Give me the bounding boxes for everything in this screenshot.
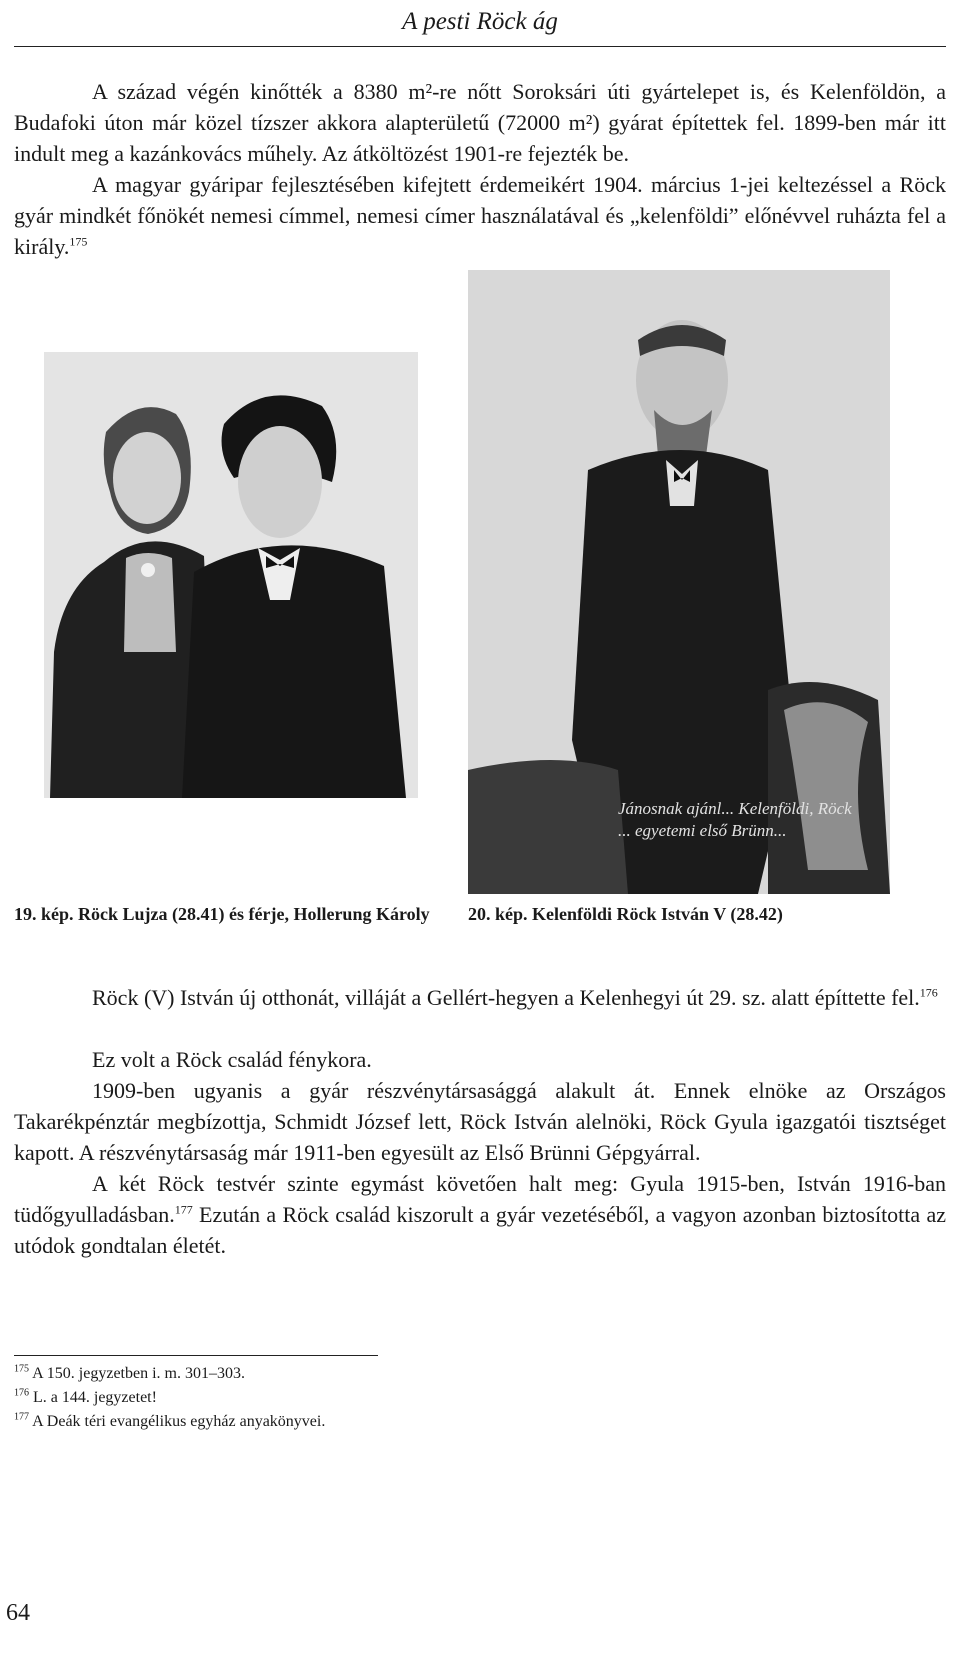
photo-couple-illustration [44, 352, 418, 798]
footnote-176 [14, 1386, 157, 1410]
footnote-177-number: 177 [14, 1411, 29, 1423]
running-head: A pesti Röck ág [402, 8, 558, 35]
header-rule [14, 46, 946, 47]
paragraph-1 [14, 76, 946, 169]
footnote-175 [14, 1362, 245, 1386]
footnote-176-number: 176 [14, 1387, 29, 1399]
footnote-177 [14, 1410, 325, 1434]
note-ref-177: 177 [174, 1202, 193, 1217]
photo-inscription: Jánosnak ajánl... Kelenföldi, Röck ... egyetemi első Brünn... [618, 799, 852, 840]
photo-couple-portrait [44, 352, 418, 798]
paragraph-6-text-a: A két Röck testvér szinte egymást követően halt meg: Gyula 1915-ben, István 1916-ban tüdőgyulladásban. [14, 1171, 946, 1227]
photo-standing-man [468, 270, 890, 894]
paragraph-6 [14, 1168, 946, 1261]
paragraph-5 [14, 1075, 946, 1168]
paragraph-6-text-b: Ezután a Röck család kiszorult a gyár vezetéséből, a vagyon azonban biztosította az utódok gondtalan életét. [14, 1202, 947, 1258]
paragraph-2 [14, 169, 946, 262]
footnote-175-text: A 150. jegyzetben i. m. 301–303. [32, 1365, 245, 1382]
paragraph-3 [14, 982, 946, 1013]
caption-figure-20: 20. kép. Kelenföldi Röck István V (28.42) [468, 904, 783, 924]
caption-figure-19: 19. kép. Röck Lujza (28.41) és férje, Hollerung Károly [14, 904, 430, 924]
footnote-177-text: A Deák téri evangélikus egyház anyakönyvei. [32, 1413, 326, 1430]
paragraph-2-text: A magyar gyáripar fejlesztésében kifejtett érdemeikért 1904. március 1-jei keltezéssel a Röck gyár mindkét főnökét nemesi címmel, nemesi címer használatával és „kelenföldi” előnévvel ruházta fel a király. [14, 172, 946, 259]
paragraph-5-text: 1909-ben ugyanis a gyár részvénytársasággá alakult át. Ennek elnöke az Országos Takarékpénztár megbízottja, Schmidt József lett, Röck István alelnöki, Röck Gyula igazgatói tisztséget kapott. A részvénytársaság már 1911-ben egyesült az Első Brünni Gépgyárral. [14, 1078, 946, 1165]
note-ref-175: 175 [69, 234, 88, 249]
paragraph-3-text: Röck (V) István új otthonát, villáját a Gellért-hegyen a Kelenhegyi út 29. sz. alatt építtette fel. [92, 985, 920, 1010]
paragraph-4-text: Ez volt a Röck család fénykora. [92, 1047, 372, 1072]
paragraph-1-text: A század végén kinőtték a 8380 m²-re nőtt Soroksári úti gyártelepet is, és Kelenföldön, a Budafoki úton már közel tízszer akkora alapterületű (72000 m²) gyárat építettek fel. 1899-ben már itt indult meg a kazánkovács műhely. Az átköltözést 1901-re fejezték be. [14, 79, 946, 166]
footnote-rule [14, 1355, 378, 1356]
page-number: 64 [6, 1600, 30, 1626]
footnote-175-number: 175 [14, 1363, 29, 1375]
footnote-176-text: L. a 144. jegyzetet! [33, 1389, 157, 1406]
note-ref-176: 176 [919, 985, 938, 1000]
paragraph-4 [14, 1044, 946, 1075]
